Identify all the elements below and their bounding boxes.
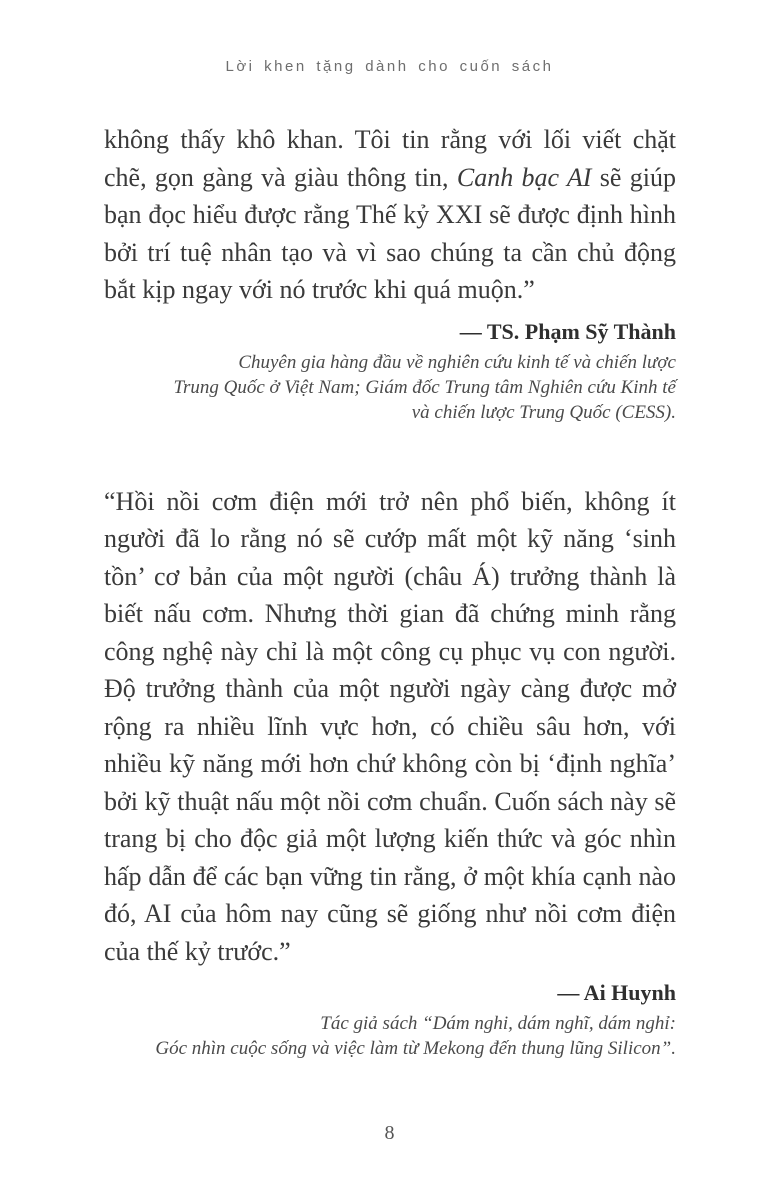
quote-2-attribution: — Ai Huynh [557, 980, 676, 1005]
quote-1-credit [104, 350, 676, 425]
quote-1-text-before-title: không thấy khô khan. Tôi tin rằng với lối viết chặt chẽ, gọn gàng và giàu thông tin, [104, 125, 676, 192]
quote-2-credit [104, 1011, 676, 1061]
quote-2-credit-line-2: Góc nhìn cuộc sống và việc làm từ Mekong đến thung lũng Silicon”. [155, 1038, 676, 1059]
quote-1-paragraph [104, 121, 676, 309]
quote-2-credit-line-1: Tác giả sách “Dám nghi, dám nghĩ, dám nghỉ: [320, 1013, 676, 1034]
page-number: 8 [384, 1122, 395, 1144]
quote-1-text-after-title: sẽ giúp bạn đọc hiểu được rằng Thế kỷ XXI sẽ được định hình bởi trí tuệ nhân tạo và vì sao chúng ta cần chủ động bắt kịp ngay với nó trước khi quá muộn.” [104, 162, 676, 304]
quote-1-credit-line-3: và chiến lược Trung Quốc (CESS). [411, 401, 676, 423]
book-title-canh-bac-ai: Canh bạc AI [456, 162, 592, 192]
running-header: Lời khen tặng dành cho cuốn sách [225, 58, 554, 75]
quote-1-attribution: — TS. Phạm Sỹ Thành [459, 318, 676, 344]
quote-1-credit-line-1: Chuyên gia hàng đầu về nghiên cứu kinh tế và chiến lược [238, 351, 676, 373]
quote-2-paragraph: “Hồi nồi cơm điện mới trở nên phổ biến, không ít người đã lo rằng nó sẽ cướp mất một kỹ năng ‘sinh tồn’ cơ bản của một người (châu Á) trưởng thành là biết nấu cơm. Nhưng thời gian đã chứng minh rằng công nghệ này chỉ là một công cụ phục vụ con người. Độ trưởng thành của một người ngày càng được mở rộng ra nhiều lĩnh vực hơn, có chiều sâu hơn, với nhiều kỹ năng mới hơn chứ không còn bị ‘định nghĩa’ bởi kỹ thuật nấu một nồi cơm chuẩn. Cuốn sách này sẽ trang bị cho độc giả một lượng kiến thức và góc nhìn hấp dẫn để các bạn vững tin rằng, ở một khía cạnh nào đó, AI của hôm nay cũng sẽ giống như nồi cơm điện của thế kỷ trước.” [104, 486, 676, 966]
quote-1-credit-line-2: Trung Quốc ở Việt Nam; Giám đốc Trung tâm Nghiên cứu Kinh tế [173, 376, 676, 398]
page-content [104, 121, 676, 1061]
